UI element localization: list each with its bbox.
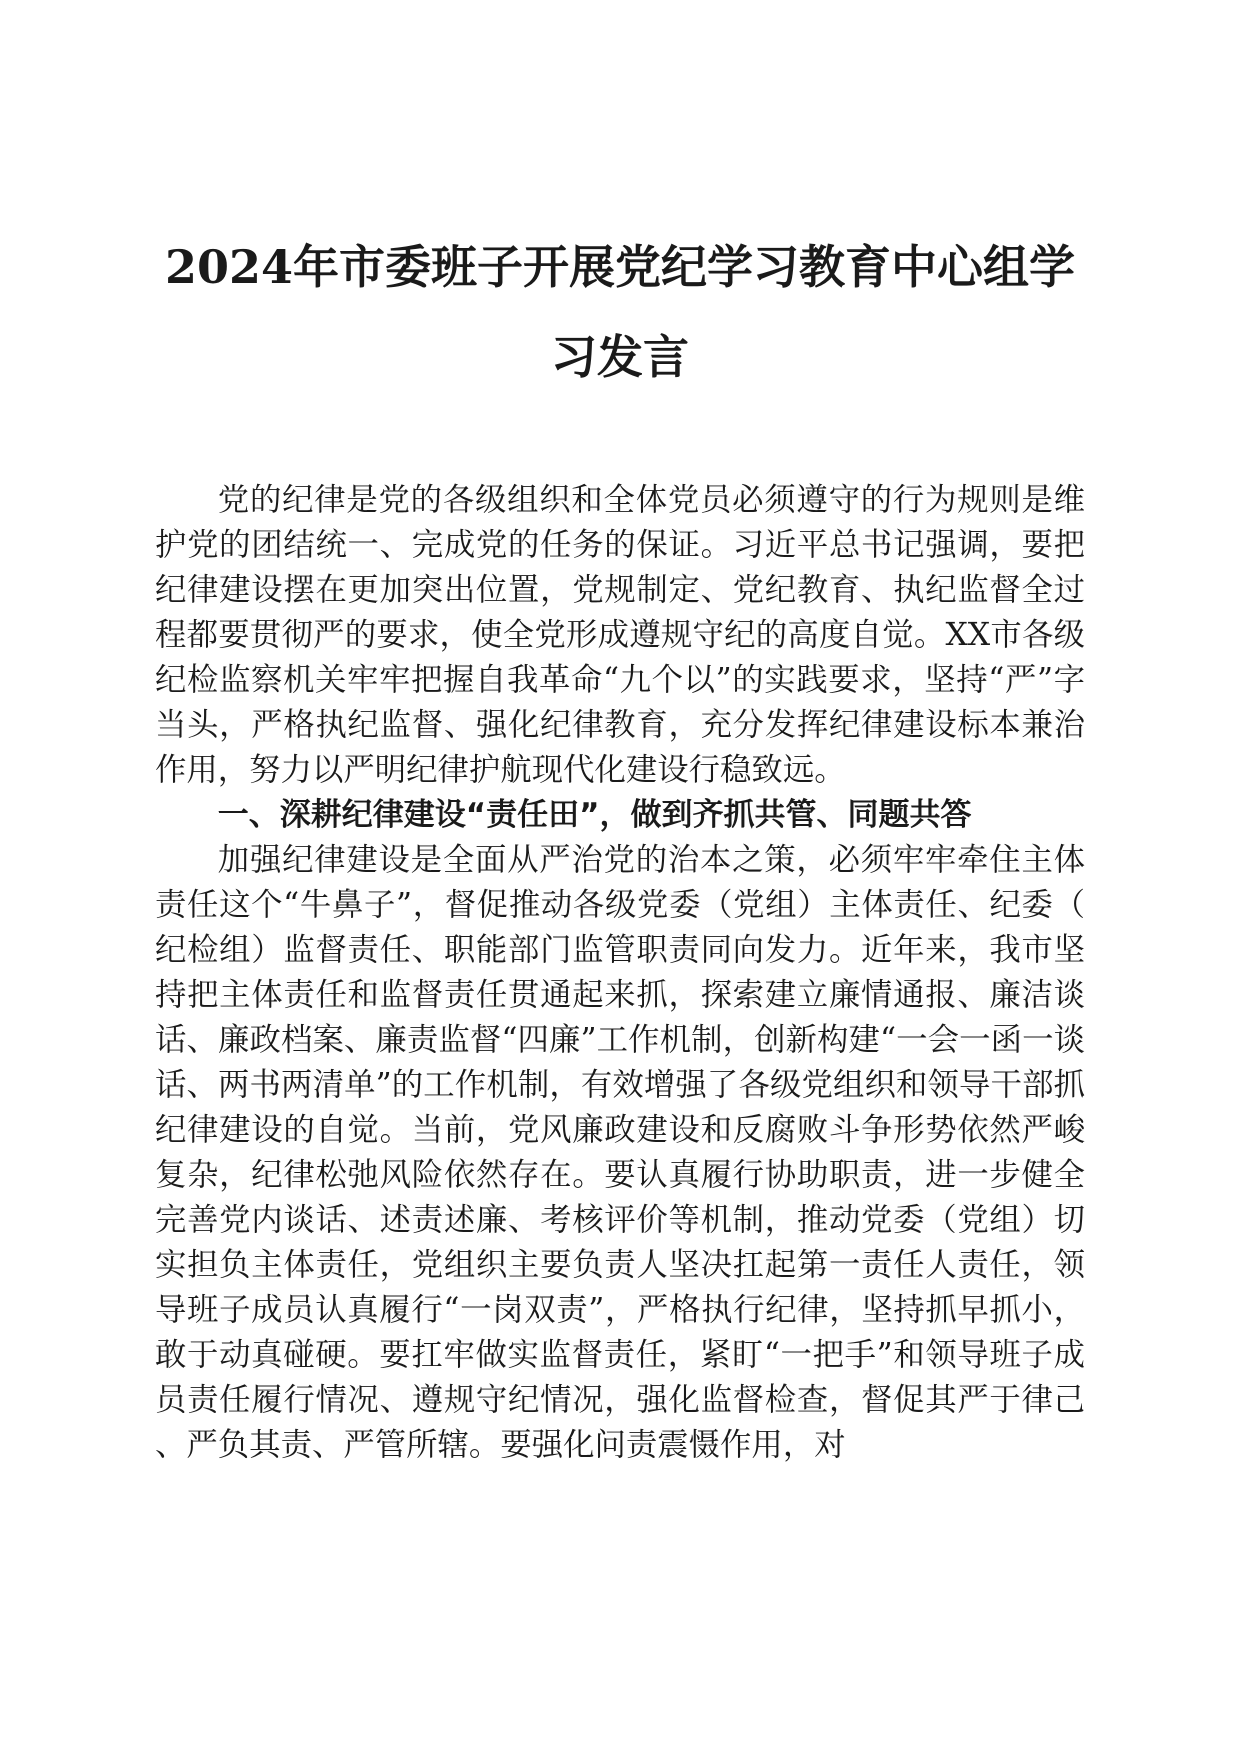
section-1-heading: 一、深耕纪律建设“责任田”，做到齐抓共管、同题共答 xyxy=(217,797,972,833)
document-body xyxy=(155,478,1085,1468)
section-1-paragraph: 加强纪律建设是全面从严治党的治本之策，必须牢牢牵住主体责任这个“牛鼻子”，督促推动各级党委（党组）主体责任、纪委（纪检组）监督责任、职能部门监管职责同向发力。近年来，我市坚持把主体责任和监督责任贯通起来抓，探索建立廉情通报、廉洁谈话、廉政档案、廉责监督“四廉”工作机制，创新构建“一会一函一谈话、两书两清单”的工作机制，有效增强了各级党组织和领导干部抓纪律建设的自觉。当前，党风廉政建设和反腐败斗争形势依然严峻复杂，纪律松弛风险依然存在。要认真履行协助职责，进一步健全完善党内谈话、述责述廉、考核评价等机制，推动党委（党组）切实担负主体责任，党组织主要负责人坚决扛起第一责任人责任，领导班子成员认真履行“一岗双责”，严格执行纪律，坚持抓早抓小，敢于动真碰硬。要扛牢做实监督责任，紧盯“一把手”和领导班子成员责任履行情况、遵规守纪情况，强化监督检查，督促其严于律己、严负其责、严管所辖。要强化问责震慑作用，对 xyxy=(155,842,1085,1463)
title-line-1: 2024年市委班子开展党纪学习教育中心组学 xyxy=(164,240,1076,294)
intro-paragraph: 党的纪律是党的各级组织和全体党员必须遵守的行为规则是维护党的团结统一、完成党的任务的保证。习近平总书记强调，要把纪律建设摆在更加突出位置，党规制定、党纪教育、执纪监督全过程都要贯彻严的要求，使全党形成遵规守纪的高度自觉。XX市各级纪检监察机关牢牢把握自我革命“九个以”的实践要求，坚持“严”字当头，严格执纪监督、强化纪律教育，充分发挥纪律建设标本兼治作用，努力以严明纪律护航现代化建设行稳致远。 xyxy=(155,482,1085,788)
document-title xyxy=(150,222,1090,402)
title-line-2: 习发言 xyxy=(551,330,689,384)
